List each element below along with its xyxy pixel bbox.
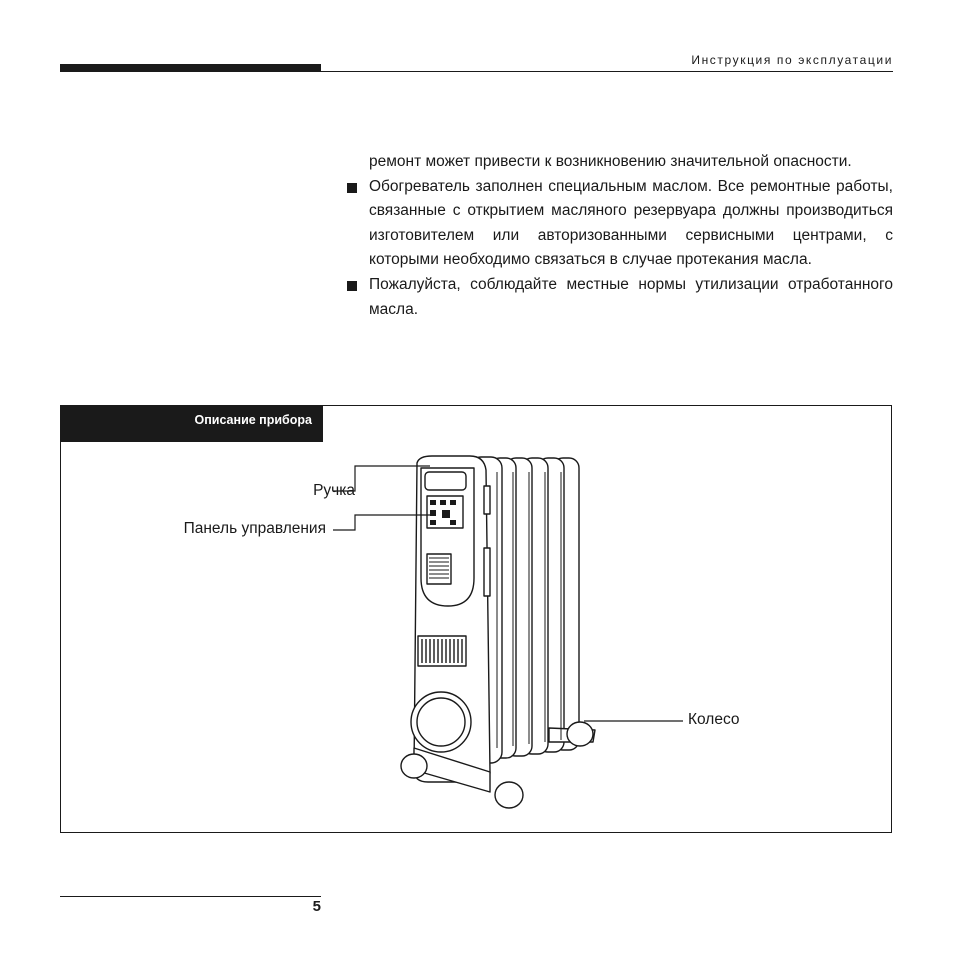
thermostat-knob-ring <box>417 698 465 746</box>
page-number: 5 <box>312 898 321 915</box>
wheel-icon <box>567 722 593 746</box>
wheel-icon <box>401 754 427 778</box>
bullet-text: Пожалуйста, соблюдайте местные нормы утилизации отработанного масла. <box>369 275 893 318</box>
label-wheel: Колесо <box>688 711 740 728</box>
fin-slot <box>484 548 490 596</box>
continuation-paragraph: ремонт может привести к возникновению значительной опасности. <box>369 153 852 170</box>
fin-slot <box>484 486 490 514</box>
header-title: Инструкция по эксплуатации <box>691 53 893 67</box>
label-handle: Ручка <box>313 482 355 499</box>
footer-rule <box>60 896 321 897</box>
label-control-panel: Панель управления <box>183 520 326 537</box>
bullet-text: Обогреватель заполнен специальным маслом. Все ремонтные работы, связанные с открытием масляного резервуара должны производиться изготовителем или авторизованными сервисными центрами, с которыми необходимо связаться в случае протекания масла. <box>369 177 893 269</box>
wheel-icon <box>495 782 523 808</box>
handle-slot <box>425 472 466 490</box>
section-title: Описание прибора <box>61 406 323 442</box>
